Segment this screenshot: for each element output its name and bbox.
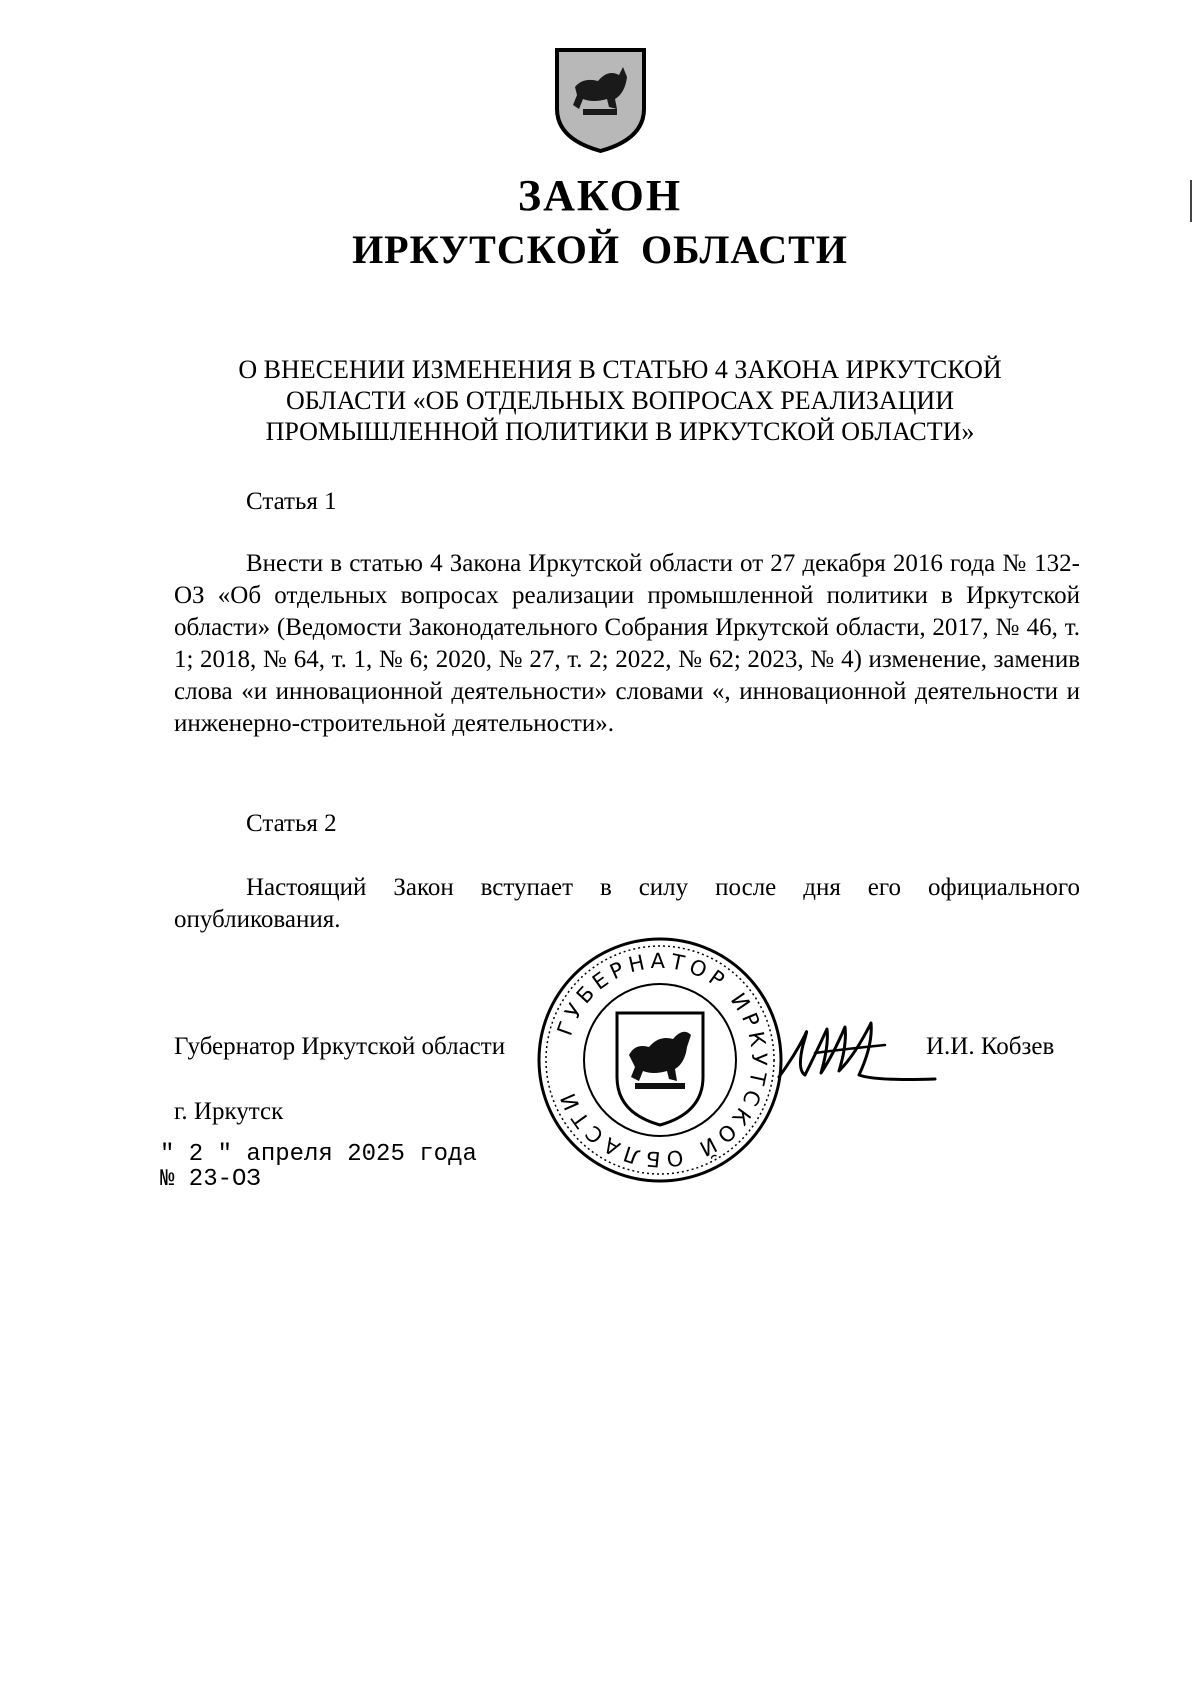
document-subtitle: О ВНЕСЕНИИ ИЗМЕНЕНИЯ В СТАТЬЮ 4 ЗАКОНА ИРКУТСКОЙ ОБЛАСТИ «ОБ ОТДЕЛЬНЫХ ВОПРОСАХ РЕАЛИЗАЦИИ ПРОМЫШЛЕННОЙ ПОЛИТИКИ В ИРКУТСКОЙ ОБЛАСТИ»: [238, 355, 1002, 446]
seal-text: ГУБЕРНАТОР ИРКУТСКОЙ ОБЛАСТИ: [552, 948, 772, 1172]
signing-city: г. Иркутск: [174, 1098, 284, 1125]
signing-date: " 2 " апреля 2025 года: [160, 1141, 477, 1168]
signature-position: Губернатор Иркутской области: [174, 1033, 506, 1060]
law-number: № 23-ОЗ: [160, 1166, 261, 1193]
document-title: ЗАКОН: [517, 171, 683, 220]
article-1-heading: Статья 1: [246, 488, 337, 515]
official-seal: [535, 935, 785, 1185]
article-1-text: Внести в статью 4 Закона Иркутской области от 27 декабря 2016 года № 132-ОЗ «Об отдельных вопросах реализации промышленной политики в Иркутской области» (Ведомости Законодательного Собрания Иркутской области, 2017, № 46, т. 1; 2018, № 64, т. 1, № 6; 2020, № 27, т. 2; 2022, № 62; 2023, № 4) изменение, заменив слова «и инновационной деятельности» словами «, инновационной деятельности и инженерно-строительной деятельности».: [174, 550, 1080, 737]
coat-of-arms-icon: [553, 47, 648, 153]
document-region-title: ИРКУТСКОЙ ОБЛАСТИ: [352, 227, 848, 272]
handwritten-signature: [775, 1015, 940, 1085]
article-2-heading: Статья 2: [246, 810, 337, 837]
signatory-name: И.И. Кобзев: [926, 1033, 1055, 1060]
article-2-text: Настоящий Закон вступает в силу после дня его официального опубликования.: [174, 874, 1080, 933]
